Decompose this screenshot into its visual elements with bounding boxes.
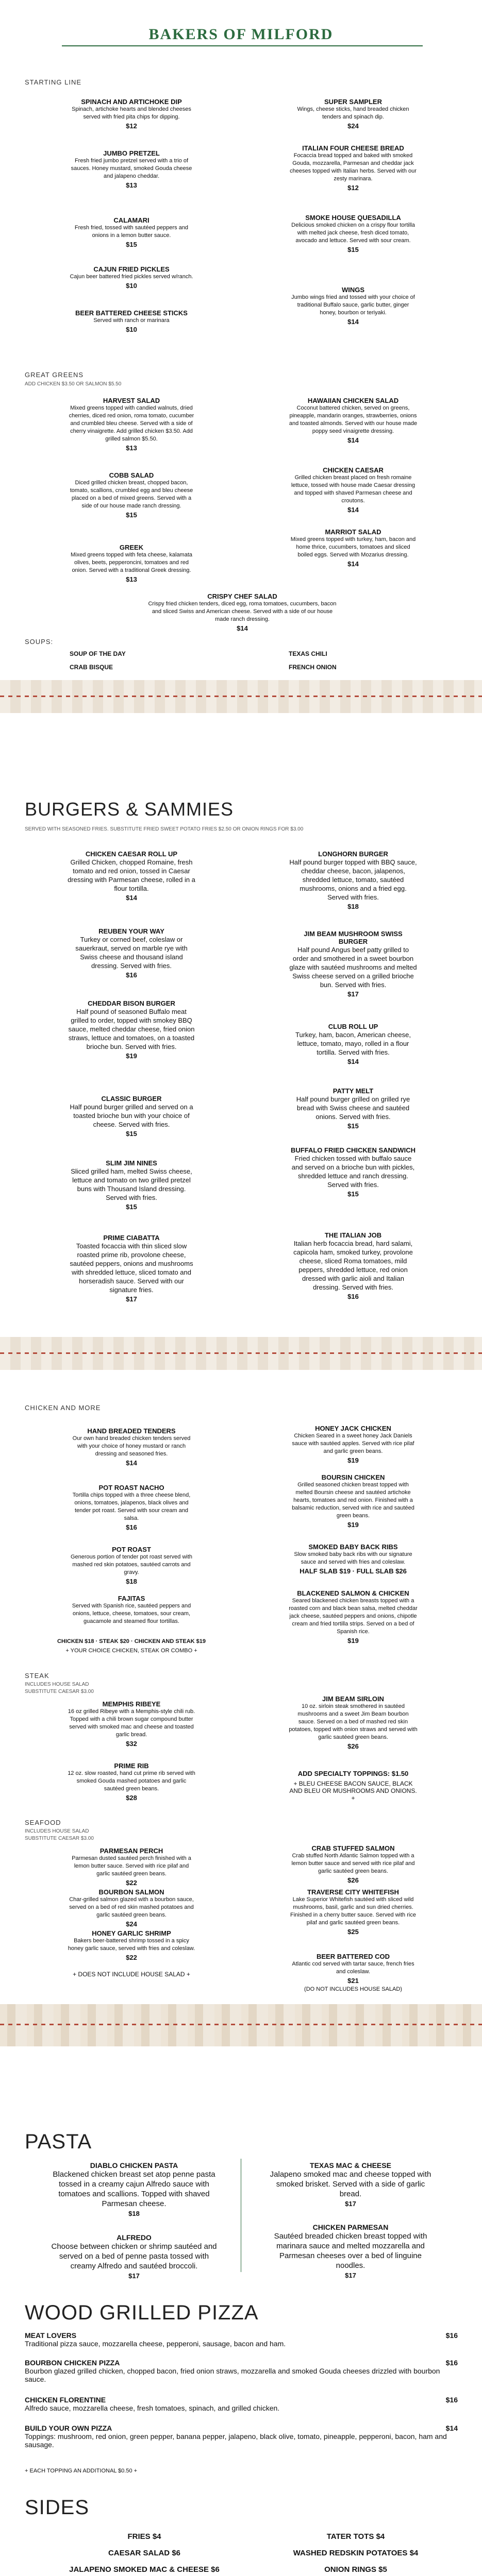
- greens-heading: GREAT GREENS: [25, 371, 84, 379]
- menu-item: CHICKEN CAESAR ROLL UP Grilled Chicken, chopped Romaine, fresh tomato and red onion, tossed in Caesar dressing with Parmesan cheese, rolled in a flour tortilla. $14: [68, 850, 195, 902]
- menu-item: GREEK Mixed greens topped with feta cheese, kalamata olives, beets, pepperoncini, tomatoes and red onion. Served with a traditional Greek dressing. $13: [70, 544, 193, 583]
- menu-item: THE ITALIAN JOB Italian herb focaccia bread, hard salami, capicola ham, smoked turkey, provolone cheese, sliced Roma tomatoes, mild peppers, shredded lettuce, red onion dressed with garlic aioli and Italian dressing. Served with fries. $16: [293, 1231, 413, 1300]
- menu-item: SMOKE HOUSE QUESADILLA Delicious smoked chicken on a crispy flour tortilla with melted jack cheese, fresh diced tomato, avocado and lettuce. Served with sour cream. $15: [291, 214, 415, 253]
- steak-note: INCLUDES HOUSE SALAD: [25, 1682, 89, 1687]
- pizza-item: CHICKEN FLORENTINE $16 Alfredo sauce, mozzarella cheese, fresh tomatoes, spinach, and grilled chicken.: [25, 2396, 458, 2412]
- sides-heading: SIDES: [25, 2496, 90, 2519]
- decorative-divider: [0, 2004, 482, 2046]
- soup-item: TEXAS CHILI: [289, 650, 327, 657]
- pizza-item: MEAT LOVERS $16 Traditional pizza sauce, mozzarella cheese, pepperoni, sausage, bacon and ham.: [25, 2331, 458, 2348]
- menu-item: SPINACH AND ARTICHOKE DIP Spinach, artichoke hearts and blended cheeses served with fried pita chips for dipping. $12: [72, 98, 191, 130]
- menu-item: SUPER SAMPLER Wings, cheese sticks, hand breaded chicken tenders and spinach dip. $24: [297, 98, 409, 130]
- menu-item: CRAB STUFFED SALMON Crab stuffed North Atlantic Salmon topped with a lemon butter sauce and served with rice pilaf and garlic sautéed green beans. $26: [291, 1844, 415, 1884]
- menu-item: TRAVERSE CITY WHITEFISH Lake Superior Whitefish sautéed with sliced wild mushrooms, basil, garlic and sun dried cherries. Finished in a cherry butter sauce. Served with rice pilaf and garlic sautéed green beans. $25: [290, 1888, 416, 1936]
- menu-item: HONEY JACK CHICKEN Chicken Seared in a sweet honey Jack Daniels sauce with sautéed apples. Served with rice pilaf and garlic green beans. $19: [292, 1425, 414, 1464]
- menu-item: CAJUN FRIED PICKLES Cajun beer battered fried pickles served w/ranch. $10: [70, 265, 193, 290]
- menu-item: BUFFALO FRIED CHICKEN SANDWICH Fried chicken tossed with buffalo sauce and served on a brioche bun with pickles, shredded lettuce and ranch dressing. Served with fries. $15: [291, 1146, 415, 1198]
- menu-item: CLUB ROLL UP Turkey, ham, bacon, American cheese, lettuce, tomato, mayo, rolled in a flour tortilla. Served with fries. $14: [295, 1023, 411, 1065]
- pasta-heading: PASTA: [25, 2130, 92, 2153]
- burgers-heading: BURGERS & SAMMIES: [25, 799, 234, 820]
- title-rule: [62, 45, 423, 46]
- menu-item: SMOKED BABY BACK RIBS Slow smoked baby back ribs with our signature sauce and served with fries and coleslaw. HALF SLAB $19 · FULL SLAB $26: [294, 1543, 412, 1575]
- menu-item: BOURBON SALMON Char-grilled salmon glazed with a bourbon sauce, served on a bed of red skin mashed potatoes and garlic sautéed green beans. $24: [69, 1888, 194, 1928]
- menu-item: HAWAIIAN CHICKEN SALAD Coconut battered chicken, served on greens, pineapple, mandarin oranges, strawberries, onions and toasted almonds. Served with our house made poppy seed vinaigrette dressing. $14: [289, 397, 418, 444]
- menu-item: POT ROAST NACHO Tortilla chips topped with a three cheese blend, onions, tomatoes, jalapenos, black olives and tender pot roast. Served with sour cream and salsa. $16: [72, 1484, 191, 1531]
- decorative-divider: [0, 680, 482, 713]
- menu-item: BEER BATTERED CHEESE STICKS Served with ranch or marinara $10: [75, 309, 188, 333]
- menu-item: COBB SALAD Diced grilled chicken breast, chopped bacon, tomato, scallions, crumbled egg and bleu cheese placed on a bed of mixed greens. Served with a side of our house made ranch dressing. $15: [70, 471, 193, 519]
- menu-item: CHICKEN PARMESAN Sautéed breaded chicken breast topped with marinara sauce and melted mozzarella and Parmesan cheeses over a bed of linguine noodles. $17: [274, 2223, 427, 2279]
- menu-item: BLACKENED SALMON & CHICKEN Seared blackened chicken breasts topped with a roasted corn and black bean salsa, melted cheddar jack cheese, sautéed peppers and onions, chipotle cream and fried tortilla strips. Served on a bed of Spanish rice. $19: [289, 1589, 418, 1645]
- menu-item: PARMESAN PERCH Parmesan dusted sautéed perch finished with a lemon butter sauce. Served with rice pilaf and garlic sautéed green beans. $22: [72, 1847, 191, 1887]
- menu-item: ALFREDO Choose between chicken or shrimp sautéed and served on a bed of penne pasta tossed with creamy Alfredo and sautéed broccoli. $17: [51, 2233, 217, 2280]
- menu-item: ITALIAN FOUR CHEESE BREAD Focaccia bread topped and baked with smoked Gouda, mozzarella, Parmesan and cheddar jack cheeses topped with Italian herbs. Served with our zesty marinara. $12: [290, 144, 417, 192]
- pizza-item: BOURBON CHICKEN PIZZA $16 Bourbon glazed grilled chicken, chopped bacon, fried onion straws, mozzarella and smoked Gouda cheeses drizzled with bourbon sauce.: [25, 2359, 458, 2383]
- menu-item: WINGS Jumbo wings fried and tossed with your choice of traditional Buffalo sauce, garlic butter, ginger honey, bourbon or teriyaki. $14: [291, 286, 415, 326]
- menu-item: HARVEST SALAD Mixed greens topped with candied walnuts, dried cherries, diced red onion, roma tomato, cucumber and crumbled bleu cheese. Served with a side of cherry vinaigrette. Add grilled chicken $3.50. Add grilled salmon $5.50. $13: [69, 397, 194, 452]
- menu-item: MARRIOT SALAD Mixed greens topped with turkey, ham, bacon and home thrice, cucumbers, tomatoes and sliced boiled eggs. Served with Mozarius dressing. $14: [290, 528, 416, 568]
- fajita-prices: CHICKEN $18 · STEAK $20 · CHICKEN AND STEAK $19: [57, 1638, 206, 1645]
- menu-item: PRIME RIB 12 oz. slow roasted, hand cut prime rib served with smoked Gouda mashed potatoes and garlic sautéed green beans. $28: [68, 1762, 195, 1802]
- seafood-note: INCLUDES HOUSE SALAD: [25, 1828, 89, 1834]
- menu-item: LONGHORN BURGER Half pound burger topped with BBQ sauce, cheddar cheese, bacon, jalapenos, shredded lettuce, tomato, sautéed mushrooms, onions and a fried egg. Served with fries. $18: [289, 850, 417, 910]
- menu-item: REUBEN YOUR WAY Turkey or corned beef, coleslaw or sauerkraut, served on marble rye with Swiss cheese and thousand island dressing. Served with fries. $16: [75, 927, 188, 979]
- side-item: CAESAR SALAD $6: [108, 2549, 181, 2557]
- soup-item: FRENCH ONION: [289, 664, 337, 671]
- pizza-note: + EACH TOPPING AN ADDITIONAL $0.50 +: [25, 2468, 138, 2474]
- menu-item: CALAMARI Fresh fried, tossed with sautéed peppers and onions in a lemon butter sauce. $15: [74, 216, 189, 248]
- fajita-note: + YOUR CHOICE CHICKEN, STEAK OR COMBO +: [65, 1648, 197, 1654]
- soup-item: SOUP OF THE DAY: [70, 650, 126, 657]
- side-item: WASHED REDSKIN POTATOES $4: [293, 2549, 419, 2557]
- menu-item: POT ROAST Generous portion of tender pot roast served with mashed red skin potatoes, sautéed carrots and gravy. $18: [70, 1546, 193, 1585]
- menu-item: PATTY MELT Half pound burger grilled on grilled rye bread with Swiss cheese and sautéed onions. Served with fries. $15: [296, 1087, 410, 1130]
- menu-item: MEMPHIS RIBEYE 16 oz grilled Ribeye with a Memphis-style chili rub. Topped with a chili brown sugar compound butter served with smoked mac and cheese and toasted garlic bread. $32: [68, 1700, 195, 1748]
- menu-item: JUMBO PRETZEL Fresh fried jumbo pretzel served with a trio of sauces. Honey mustard, smoked Gouda cheese and jalapeno cheddar. $13: [71, 149, 192, 189]
- menu-item: CLASSIC BURGER Half pound burger grilled and served on a toasted brioche bun with your choice of cheese. Served with fries. $15: [70, 1095, 193, 1138]
- menu-item: TEXAS MAC & CHEESE Jalapeno smoked mac and cheese topped with smoked brisket. Served with a side of garlic bread. $17: [270, 2161, 431, 2208]
- menu-title: BAKERS OF MILFORD: [148, 26, 334, 43]
- menu-item: JIM BEAM MUSHROOM SWISS BURGER Half pound Angus beef patty grilled to order and smothered in a sweet bourbon glaze with sautéed mushrooms and melted Swiss cheese served on a grilled brioche bun. Served with fries. $17: [289, 930, 417, 998]
- menu-item: DIABLO CHICKEN PASTA Blackened chicken breast set atop penne pasta tossed in a creamy cajun Alfredo sauce with tomatoes and scallions. Topped with shaved Parmesan cheese. $18: [53, 2161, 215, 2217]
- side-item: ONION RINGS $5: [324, 2565, 387, 2574]
- decorative-divider: [0, 1337, 482, 1370]
- side-item: FRIES $4: [127, 2532, 161, 2541]
- steak-note: SUBSTITUTE CAESAR $3.00: [25, 1689, 94, 1694]
- toppings-desc: + BLEU CHEESE BACON SAUCE, BLACK AND BLEU OR MUSHROOMS AND ONIONS. +: [289, 1780, 417, 1802]
- menu-item: CHICKEN CAESAR Grilled chicken breast placed on fresh romaine lettuce, tossed with house made Caesar dressing and topped with shaved Parmesan cheese and croutons. $14: [291, 466, 415, 514]
- pizza-item: BUILD YOUR OWN PIZZA $14 Toppings: mushroom, red onion, green pepper, banana pepper, jalapeno, black olive, tomato, pineapple, pepperoni, bacon, ham and sausage.: [25, 2424, 458, 2449]
- soups-heading: SOUPS:: [25, 638, 54, 646]
- menu-item: CRISPY CHEF SALAD Crispy fried chicken tenders, diced egg, roma tomatoes, cucumbers, bacon and sliced Swiss and American cheese. Served with a side of our house made ranch dressing. $14: [148, 592, 337, 632]
- seafood-heading: SEAFOOD: [25, 1819, 61, 1826]
- menu-item: PRIME CIABATTA Toasted focaccia with thin sliced slow roasted prime rib, provolone cheese, sautéed peppers, onions and mushrooms with shredded lettuce, sliced tomato and horseradish sauce. Served with our signature fries. $17: [70, 1234, 193, 1303]
- burgers-note: SERVED WITH SEASONED FRIES. SUBSTITUTE FRIED SWEET POTATO FRIES $2.50 OR ONION RINGS FOR $3.00: [25, 826, 304, 832]
- side-item: TATER TOTS $4: [326, 2532, 385, 2541]
- soup-item: CRAB BISQUE: [70, 664, 113, 671]
- menu-item: HONEY GARLIC SHRIMP Bakers beer-battered shrimp tossed in a spicy honey garlic sauce, served with fries and coleslaw. $22: [68, 1929, 195, 1961]
- toppings-title: ADD SPECIALTY TOPPINGS: $1.50: [297, 1770, 409, 1777]
- menu-item: HAND BREADED TENDERS Our own hand breaded chicken tenders served with your choice of honey mustard or ranch dressing and seasoned fries. $14: [72, 1427, 191, 1467]
- chicken-heading: CHICKEN AND MORE: [25, 1404, 101, 1412]
- starting-heading: STARTING LINE: [25, 78, 82, 86]
- side-item: JALAPENO SMOKED MAC & CHEESE $6: [69, 2565, 220, 2574]
- pizza-heading: WOOD GRILLED PIZZA: [25, 2301, 259, 2324]
- seafood-note: SUBSTITUTE CAESAR $3.00: [25, 1836, 94, 1841]
- greens-note: ADD CHICKEN $3.50 OR SALMON $5.50: [25, 381, 122, 387]
- steak-heading: STEAK: [25, 1672, 49, 1680]
- menu-item: FAJITAS Served with Spanish rice, sautéed peppers and onions, lettuce, cheese, tomatoes, sour cream, guacamole and steamed flour tortillas.: [72, 1595, 191, 1624]
- fish-note: + DOES NOT INCLUDE HOUSE SALAD +: [73, 1971, 190, 1978]
- menu-item: BOURSIN CHICKEN Grilled seasoned chicken breast topped with melted Boursin cheese and sautéed artichoke hearts, tomatoes and red onion. Finished with a balsamic reduction, served with rice and sautéed green beans. $19: [292, 1473, 414, 1529]
- menu-item: CHEDDAR BISON BURGER Half pound of seasoned Buffalo meat grilled to order, topped with smokey BBQ sauce, melted cheddar cheese, fried onion straws, lettuce and tomatoes, on a toasted brioche bun. Served with fries. $19: [68, 999, 195, 1060]
- menu-item: SLIM JIM NINES Sliced grilled ham, melted Swiss cheese, lettuce and tomato on two grilled pretzel buns with Thousand Island dressing. Served with fries. $15: [71, 1159, 192, 1211]
- menu-item: BEER BATTERED COD Atlantic cod served with tartar sauce, french fries and coleslaw. $21: [292, 1953, 414, 1985]
- fish-note: (DO NOT INCLUDES HOUSE SALAD): [304, 1986, 402, 1992]
- menu-item: JIM BEAM SIRLOIN 10 oz. sirloin steak smothered in sautéed mushrooms and a sweet Jim Beam bourbon sauce. Served on a bed of mashed red skin potatoes, topped with onion straws and served with garlic sautéed green beans. $26: [289, 1695, 418, 1750]
